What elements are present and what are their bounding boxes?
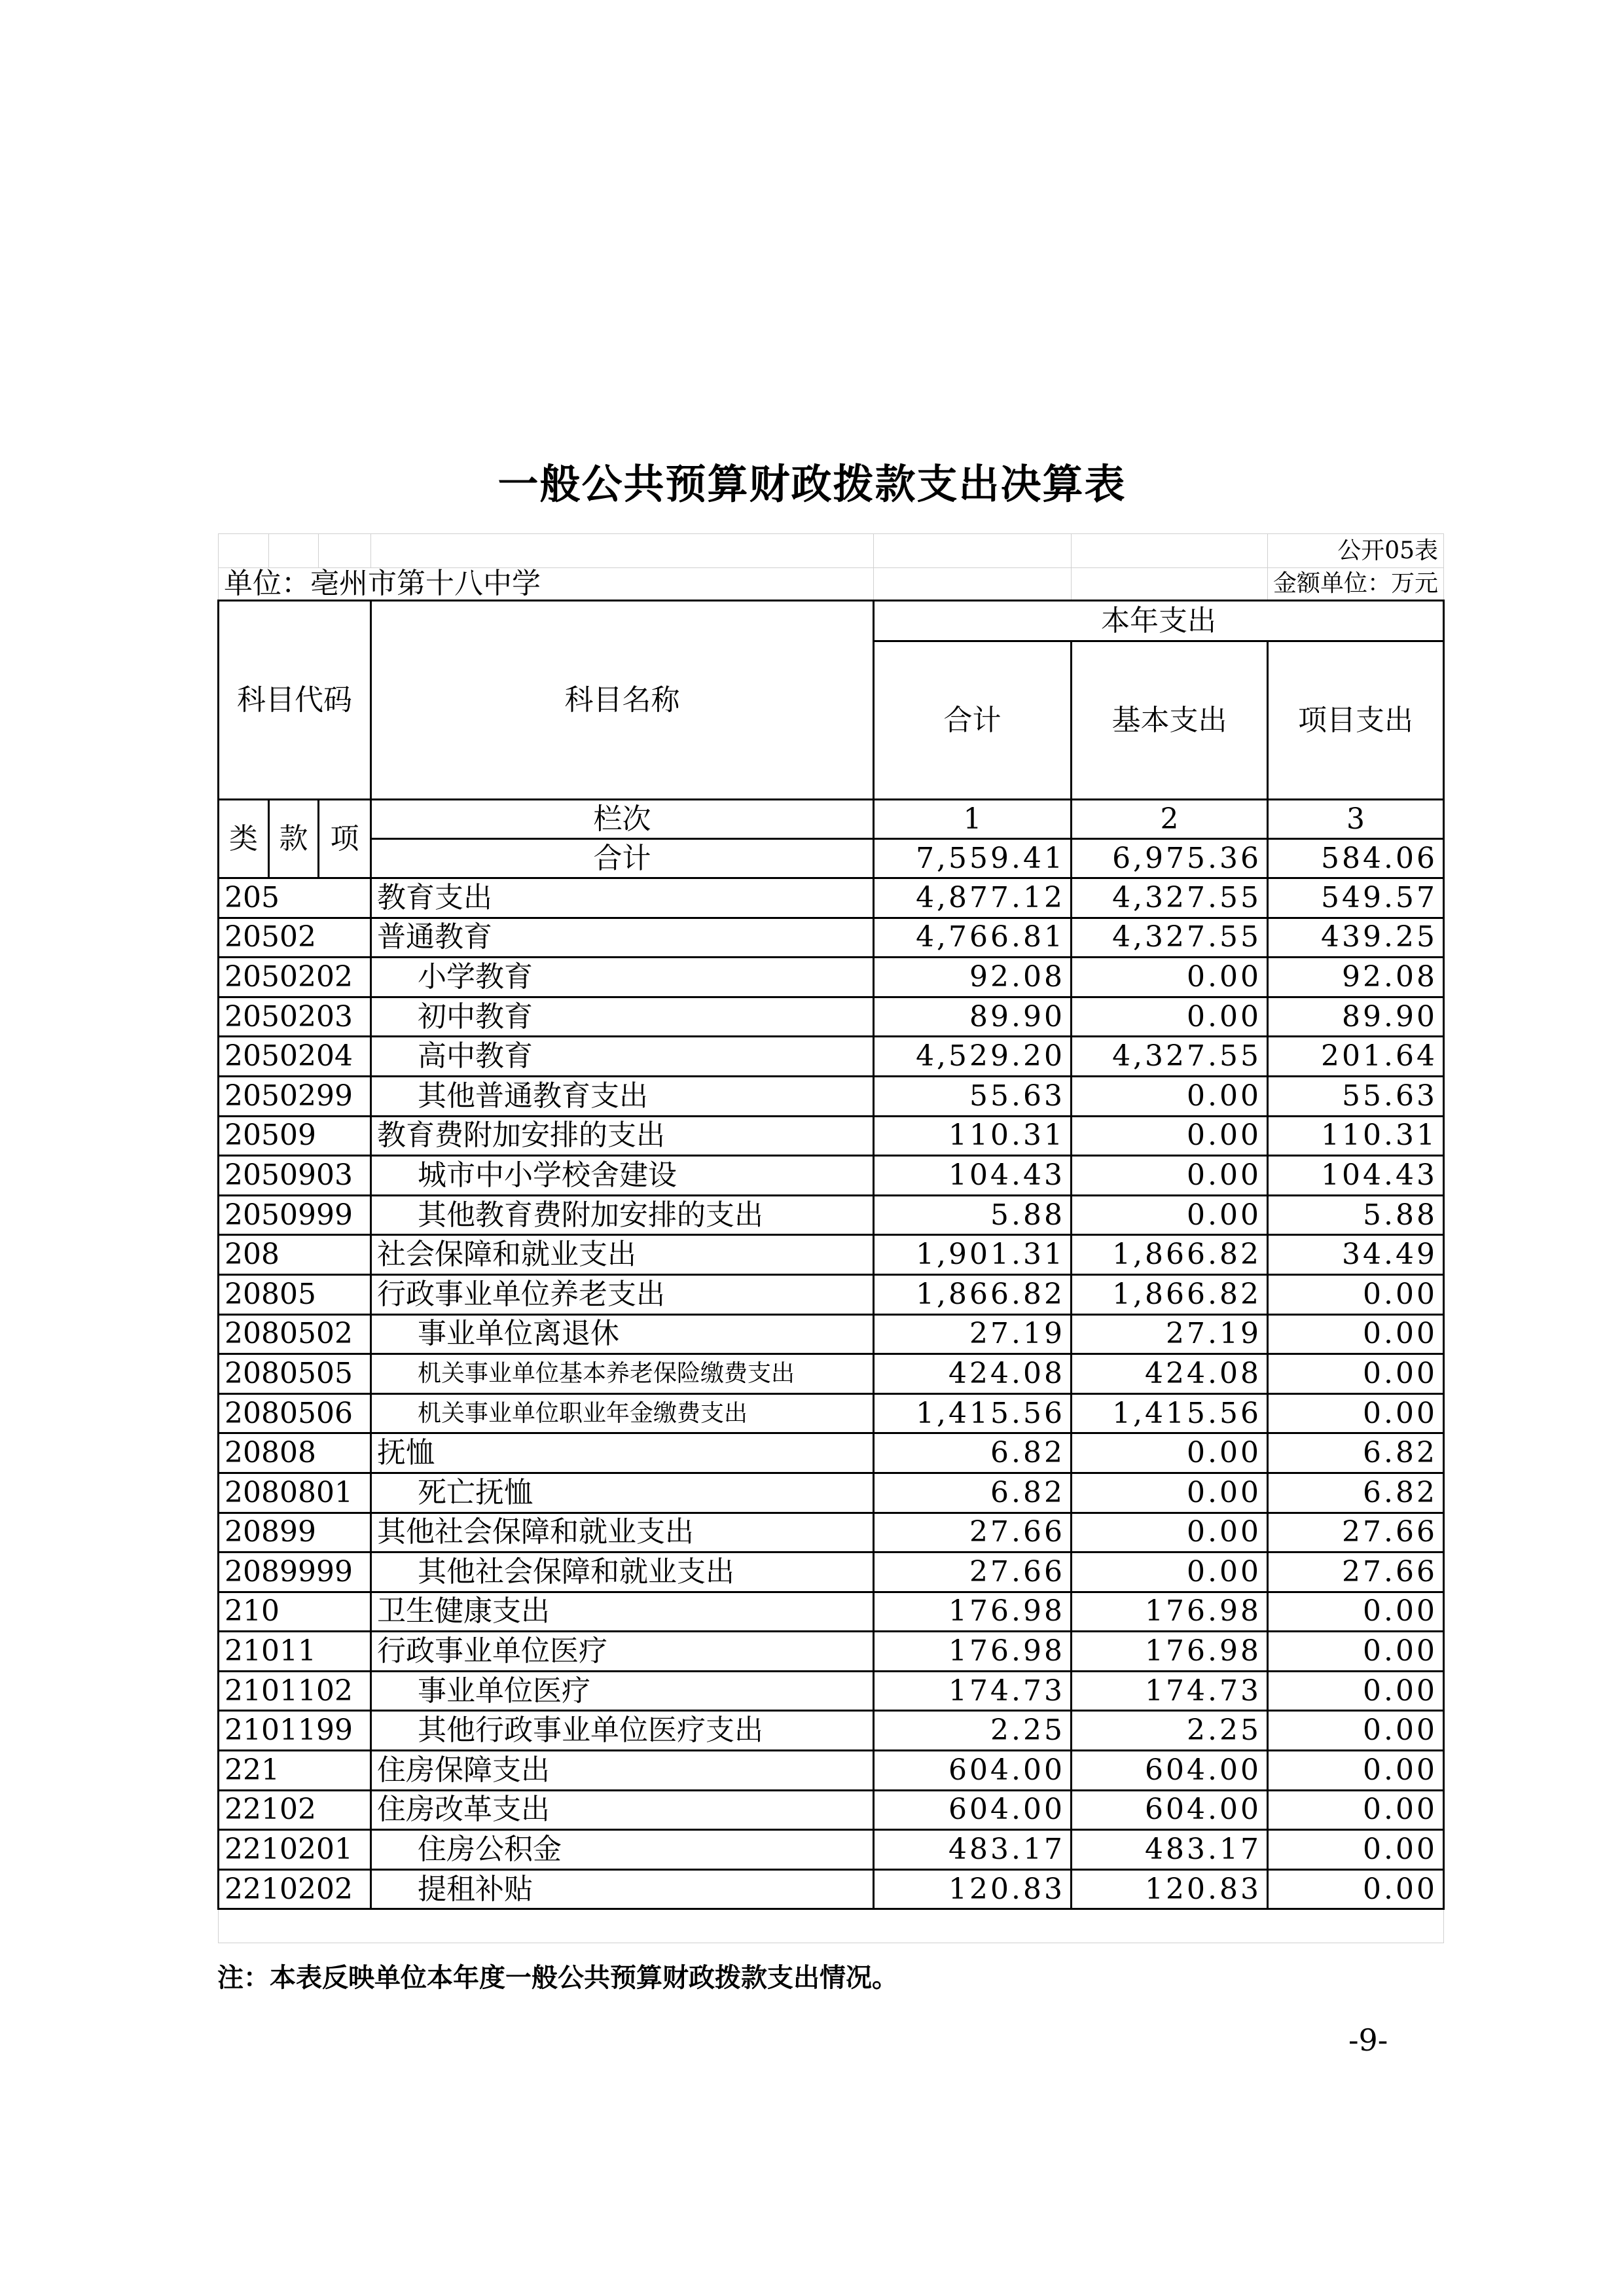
- row-code: 20899: [219, 1513, 371, 1552]
- page-number: -9-: [1348, 2022, 1388, 2058]
- table-row: [219, 997, 1444, 1037]
- row-total: 4,766.81: [874, 918, 1072, 958]
- table-row: [219, 878, 1444, 918]
- row-name: 卫生健康支出: [371, 1592, 874, 1632]
- row-total: 4,877.12: [874, 878, 1072, 918]
- row-project: 0.00: [1268, 1393, 1444, 1433]
- table-row: [219, 1711, 1444, 1751]
- table-row: [219, 1830, 1444, 1870]
- grand-total-label: 合计: [371, 839, 874, 878]
- row-basic: 1,415.56: [1072, 1393, 1268, 1433]
- row-basic: 0.00: [1072, 1552, 1268, 1592]
- row-basic: 0.00: [1072, 1473, 1268, 1513]
- budget-table: [217, 533, 1445, 1943]
- footnote: 注：本表反映单位本年度一般公共预算财政拨款支出情况。: [217, 1963, 898, 1993]
- row-project: 0.00: [1268, 1671, 1444, 1711]
- column-index-row: [219, 800, 1444, 839]
- row-project: 0.00: [1268, 1751, 1444, 1791]
- row-code: 2050299: [219, 1076, 371, 1116]
- row-total: 2.25: [874, 1711, 1072, 1751]
- table-row: [219, 1671, 1444, 1711]
- row-basic: 0.00: [1072, 1076, 1268, 1116]
- row-project: 6.82: [1268, 1433, 1444, 1473]
- table-number-row: [219, 534, 1444, 568]
- table-row: [219, 1632, 1444, 1672]
- table-row: [219, 1552, 1444, 1592]
- row-project: 89.90: [1268, 997, 1444, 1037]
- table-row: [219, 918, 1444, 958]
- blank-cell: [219, 1909, 1444, 1943]
- row-basic: 176.98: [1072, 1632, 1268, 1672]
- grand-total-basic: 6,975.36: [1072, 839, 1268, 878]
- row-project: 0.00: [1268, 1314, 1444, 1354]
- table-row: [219, 1869, 1444, 1909]
- table-row: [219, 1393, 1444, 1433]
- table-row: [219, 1195, 1444, 1235]
- row-basic: 0.00: [1072, 1116, 1268, 1156]
- table-row: [219, 1156, 1444, 1196]
- grand-total-total: 7,559.41: [874, 839, 1072, 878]
- row-project: 92.08: [1268, 958, 1444, 997]
- row-project: 0.00: [1268, 1869, 1444, 1909]
- row-name: 普通教育: [371, 918, 874, 958]
- unit-row: [219, 568, 1444, 601]
- row-total: 6.82: [874, 1433, 1072, 1473]
- row-basic: 0.00: [1072, 997, 1268, 1037]
- col-3-index: 3: [1268, 800, 1444, 839]
- row-code: 221: [219, 1751, 371, 1791]
- grand-total-project: 584.06: [1268, 839, 1444, 878]
- row-name: 教育费附加安排的支出: [371, 1116, 874, 1156]
- row-name: 其他普通教育支出: [371, 1076, 874, 1116]
- row-code: 210: [219, 1592, 371, 1632]
- row-code: 2080505: [219, 1354, 371, 1394]
- row-basic: 1,866.82: [1072, 1235, 1268, 1275]
- row-total: 27.19: [874, 1314, 1072, 1354]
- row-code: 2050204: [219, 1037, 371, 1077]
- table-row: [219, 1751, 1444, 1791]
- row-name: 城市中小学校舍建设: [371, 1156, 874, 1196]
- row-name: 死亡抚恤: [371, 1473, 874, 1513]
- row-code: 2101199: [219, 1711, 371, 1751]
- row-name: 其他社会保障和就业支出: [371, 1552, 874, 1592]
- class-header: 类: [219, 800, 269, 878]
- row-name: 住房公积金: [371, 1830, 874, 1870]
- row-basic: 4,327.55: [1072, 918, 1268, 958]
- row-name: 提租补贴: [371, 1869, 874, 1909]
- row-name: 小学教育: [371, 958, 874, 997]
- item-header: 项: [319, 800, 371, 878]
- column-index-label: 栏次: [371, 800, 874, 839]
- row-project: 27.66: [1268, 1513, 1444, 1552]
- page-title: 一般公共预算财政拨款支出决算表: [497, 460, 1127, 508]
- row-project: 201.64: [1268, 1037, 1444, 1077]
- row-basic: 483.17: [1072, 1830, 1268, 1870]
- row-basic: 2.25: [1072, 1711, 1268, 1751]
- row-basic: 174.73: [1072, 1671, 1268, 1711]
- table-row: [219, 1274, 1444, 1314]
- row-name: 高中教育: [371, 1037, 874, 1077]
- row-code: 2050903: [219, 1156, 371, 1196]
- row-total: 604.00: [874, 1751, 1072, 1791]
- row-name: 行政事业单位养老支出: [371, 1274, 874, 1314]
- row-basic: 0.00: [1072, 1195, 1268, 1235]
- row-code: 2050203: [219, 997, 371, 1037]
- row-total: 604.00: [874, 1790, 1072, 1830]
- table-row: [219, 1592, 1444, 1632]
- row-project: 34.49: [1268, 1235, 1444, 1275]
- row-code: 2050202: [219, 958, 371, 997]
- table-row: [219, 1037, 1444, 1077]
- row-code: 21011: [219, 1632, 371, 1672]
- row-total: 483.17: [874, 1830, 1072, 1870]
- row-total: 110.31: [874, 1116, 1072, 1156]
- row-code: 205: [219, 878, 371, 918]
- header-row-1: [219, 601, 1444, 641]
- row-project: 104.43: [1268, 1156, 1444, 1196]
- row-name: 社会保障和就业支出: [371, 1235, 874, 1275]
- amount-unit: 金额单位：万元: [1268, 568, 1444, 601]
- row-name: 抚恤: [371, 1433, 874, 1473]
- row-total: 174.73: [874, 1671, 1072, 1711]
- row-total: 89.90: [874, 997, 1072, 1037]
- row-basic: 4,327.55: [1072, 878, 1268, 918]
- row-name: 其他行政事业单位医疗支出: [371, 1711, 874, 1751]
- row-project: 439.25: [1268, 918, 1444, 958]
- row-project: 0.00: [1268, 1711, 1444, 1751]
- blank-row: [219, 1909, 1444, 1943]
- total-header: 合计: [874, 641, 1072, 800]
- row-name: 住房改革支出: [371, 1790, 874, 1830]
- basic-header: 基本支出: [1072, 641, 1268, 800]
- section-header: 款: [269, 800, 319, 878]
- row-total: 176.98: [874, 1632, 1072, 1672]
- table-row: [219, 1513, 1444, 1552]
- row-total: 424.08: [874, 1354, 1072, 1394]
- row-project: 27.66: [1268, 1552, 1444, 1592]
- row-project: 0.00: [1268, 1790, 1444, 1830]
- row-code: 2210201: [219, 1830, 371, 1870]
- grand-total-row: [219, 839, 1444, 878]
- row-name: 行政事业单位医疗: [371, 1632, 874, 1672]
- row-project: 0.00: [1268, 1830, 1444, 1870]
- table-row: [219, 958, 1444, 997]
- row-code: 208: [219, 1235, 371, 1275]
- unit-label: 单位：亳州市第十八中学: [219, 568, 874, 601]
- table-number: 公开05表: [1268, 534, 1444, 568]
- row-name: 事业单位离退休: [371, 1314, 874, 1354]
- row-basic: 0.00: [1072, 1433, 1268, 1473]
- row-basic: 604.00: [1072, 1751, 1268, 1791]
- row-project: 0.00: [1268, 1592, 1444, 1632]
- row-code: 20502: [219, 918, 371, 958]
- row-code: 20808: [219, 1433, 371, 1473]
- row-total: 27.66: [874, 1552, 1072, 1592]
- project-header: 项目支出: [1268, 641, 1444, 800]
- row-name: 初中教育: [371, 997, 874, 1037]
- table-row: [219, 1116, 1444, 1156]
- row-name: 其他社会保障和就业支出: [371, 1513, 874, 1552]
- row-code: 22102: [219, 1790, 371, 1830]
- row-basic: 0.00: [1072, 1156, 1268, 1196]
- row-total: 120.83: [874, 1869, 1072, 1909]
- subject-code-header: 科目代码: [219, 601, 371, 800]
- row-basic: 4,327.55: [1072, 1037, 1268, 1077]
- row-total: 6.82: [874, 1473, 1072, 1513]
- row-project: 0.00: [1268, 1354, 1444, 1394]
- row-basic: 0.00: [1072, 1513, 1268, 1552]
- row-name: 机关事业单位职业年金缴费支出: [371, 1393, 874, 1433]
- row-code: 20509: [219, 1116, 371, 1156]
- table-row: [219, 1314, 1444, 1354]
- row-code: 2210202: [219, 1869, 371, 1909]
- row-code: 2080506: [219, 1393, 371, 1433]
- row-code: 2089999: [219, 1552, 371, 1592]
- table-row: [219, 1790, 1444, 1830]
- table-row: [219, 1235, 1444, 1275]
- row-project: 6.82: [1268, 1473, 1444, 1513]
- table-row: [219, 1473, 1444, 1513]
- this-year-header: 本年支出: [874, 601, 1444, 641]
- row-basic: 176.98: [1072, 1592, 1268, 1632]
- row-total: 4,529.20: [874, 1037, 1072, 1077]
- row-project: 110.31: [1268, 1116, 1444, 1156]
- row-name: 事业单位医疗: [371, 1671, 874, 1711]
- table-row: [219, 1354, 1444, 1394]
- row-name: 其他教育费附加安排的支出: [371, 1195, 874, 1235]
- row-code: 2080502: [219, 1314, 371, 1354]
- row-total: 1,866.82: [874, 1274, 1072, 1314]
- row-total: 27.66: [874, 1513, 1072, 1552]
- row-total: 5.88: [874, 1195, 1072, 1235]
- subject-name-header: 科目名称: [371, 601, 874, 800]
- row-name: 教育支出: [371, 878, 874, 918]
- row-total: 55.63: [874, 1076, 1072, 1116]
- col-1-index: 1: [874, 800, 1072, 839]
- row-project: 0.00: [1268, 1274, 1444, 1314]
- row-total: 92.08: [874, 958, 1072, 997]
- row-basic: 604.00: [1072, 1790, 1268, 1830]
- row-code: 2101102: [219, 1671, 371, 1711]
- row-project: 5.88: [1268, 1195, 1444, 1235]
- row-total: 176.98: [874, 1592, 1072, 1632]
- row-total: 1,901.31: [874, 1235, 1072, 1275]
- row-code: 2080801: [219, 1473, 371, 1513]
- row-basic: 0.00: [1072, 958, 1268, 997]
- col-2-index: 2: [1072, 800, 1268, 839]
- row-code: 20805: [219, 1274, 371, 1314]
- row-basic: 424.08: [1072, 1354, 1268, 1394]
- table-row: [219, 1433, 1444, 1473]
- table-row: [219, 1076, 1444, 1116]
- row-name: 机关事业单位基本养老保险缴费支出: [371, 1354, 874, 1394]
- row-basic: 27.19: [1072, 1314, 1268, 1354]
- row-name: 住房保障支出: [371, 1751, 874, 1791]
- row-basic: 120.83: [1072, 1869, 1268, 1909]
- row-project: 55.63: [1268, 1076, 1444, 1116]
- row-total: 1,415.56: [874, 1393, 1072, 1433]
- row-basic: 1,866.82: [1072, 1274, 1268, 1314]
- row-total: 104.43: [874, 1156, 1072, 1196]
- row-project: 549.57: [1268, 878, 1444, 918]
- row-code: 2050999: [219, 1195, 371, 1235]
- row-project: 0.00: [1268, 1632, 1444, 1672]
